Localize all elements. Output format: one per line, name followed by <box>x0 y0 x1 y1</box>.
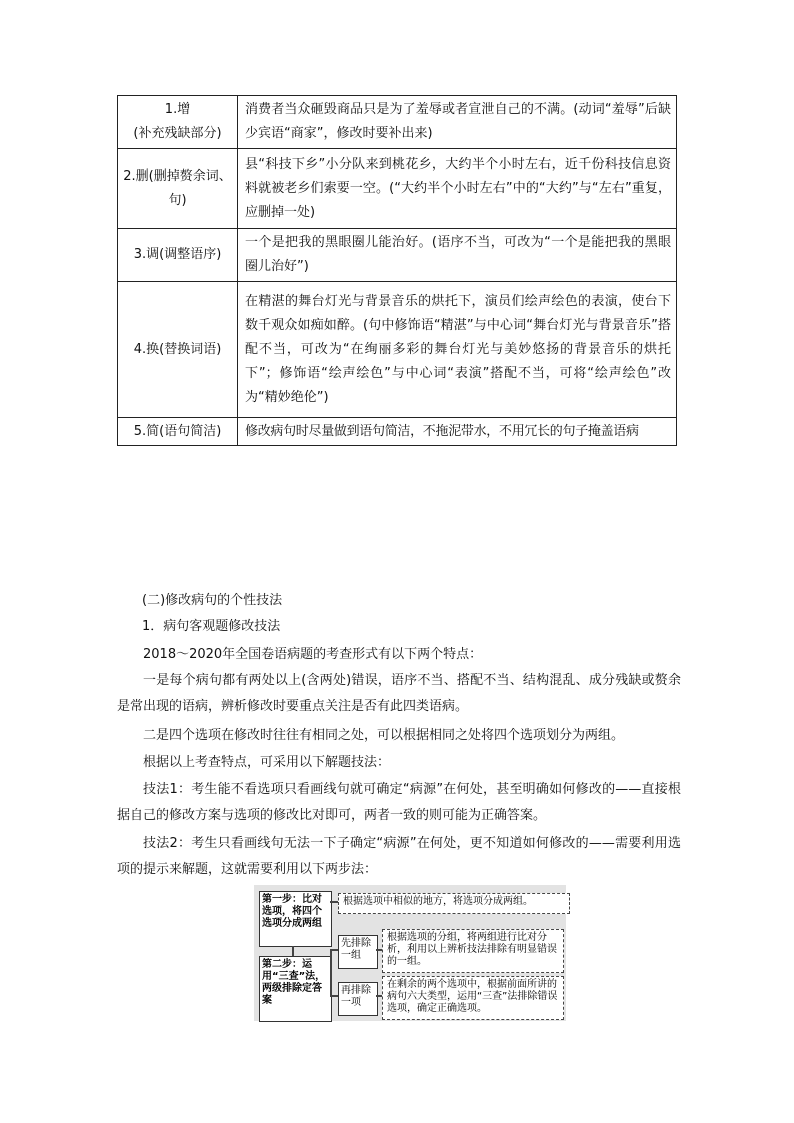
paragraph: 技法1：考生能不看选项只看画线句就可确定“病源”在何处，甚至明确如何修改的——直接根据自己的修改方案与选项的修改比对即可，两者一致的则可能为正确答案。 <box>117 782 681 823</box>
table-row <box>118 229 677 282</box>
method-cell: 5.简(语句简洁) <box>118 418 238 446</box>
table-row <box>118 96 677 149</box>
connector <box>330 949 332 995</box>
example-cell: 在精湛的舞台灯光与背景音乐的烘托下，演员们绘声绘色的表演，使台下数千观众如痴如醉。(句中修饰语“精湛”与中心词“舞台灯光与背景音乐”搭配不当，可改为“在绚丽多彩的舞台灯光与美妙悠扬的背景音乐的烘托下”；修饰语“绘声绘色”与中心词“表演”搭配不当，可将“绘声绘色”改为“精妙绝伦”) <box>238 282 677 418</box>
connector <box>330 995 338 997</box>
subheading: 1．病句客观题修改技法 <box>142 619 281 634</box>
method-cell: 1.增 (补充残缺部分) <box>118 96 238 149</box>
method-cell: 2.删(删掉赘余词、句) <box>118 149 238 229</box>
first-exclude-box: 先排除一组 <box>338 935 378 969</box>
example-cell: 修改病句时尽量做到语句简洁，不拖泥带水，不用冗长的句子掩盖语病 <box>238 418 677 446</box>
paragraph: 技法2：考生只看画线句无法一下子确定“病源”在何处，更不知道如何修改的——需要利用选项的提示来解题，这就需要利用以下两步法： <box>117 836 681 877</box>
table-row <box>118 418 677 446</box>
paragraph: 根据以上考查特点，可采用以下解题技法： <box>143 755 391 770</box>
step1-desc-box: 根据选项中相似的地方，将选项分成两组。 <box>338 893 570 914</box>
example-cell: 消费者当众砸毁商品只是为了羞辱或者宣泄自己的不满。(动词“羞辱”后缺少宾语“商家”，修改时要补出来) <box>238 96 677 149</box>
section-heading: (二)修改病句的个性技法 <box>142 593 283 608</box>
step1-box: 第一步：比对选项，将四个选项分成两组 <box>259 891 332 947</box>
first-exclude-desc-box: 根据选项的分组，将两组进行比对分析，利用以上辨析技法排除有明显错误的一组。 <box>382 929 564 973</box>
connector <box>330 901 338 903</box>
table-row <box>118 149 677 229</box>
connector <box>292 946 294 956</box>
table-row <box>118 282 677 418</box>
step2-box: 第二步：运用“三查”法，两级排除定答案 <box>259 956 332 1022</box>
two-step-flowchart <box>254 885 566 1021</box>
then-exclude-desc-box: 在剩余的两个选项中，根据前面所讲的病句六大类型，运用“三查”法排除错误选项，确定正确选项。 <box>382 976 564 1020</box>
paragraph: 2018～2020年全国卷语病题的考查形式有以下两个特点： <box>143 647 483 662</box>
revision-methods-table <box>117 95 677 446</box>
then-exclude-box: 再排除一项 <box>338 982 378 1016</box>
method-cell: 4.换(替换词语) <box>118 282 238 418</box>
connector <box>330 949 338 951</box>
paragraph: 二是四个选项在修改时往往有相同之处，可以根据相同之处将四个选项划分为两组。 <box>143 728 625 743</box>
paragraph: 一是每个病句都有两处以上(含两处)错误，语序不当、搭配不当、结构混乱、成分残缺或赘余是常出现的语病，辨析修改时要重点关注是否有此四类语病。 <box>117 673 681 714</box>
method-cell: 3.调(调整语序) <box>118 229 238 282</box>
example-cell: 一个是把我的黑眼圈儿能治好。(语序不当，可改为“一个是能把我的黑眼圈儿治好”) <box>238 229 677 282</box>
example-cell: 县“科技下乡”小分队来到桃花乡，大约半个小时左右，近千份科技信息资料就被老乡们索要一空。(“大约半个小时左右”中的“大约”与“左右”重复，应删掉一处) <box>238 149 677 229</box>
